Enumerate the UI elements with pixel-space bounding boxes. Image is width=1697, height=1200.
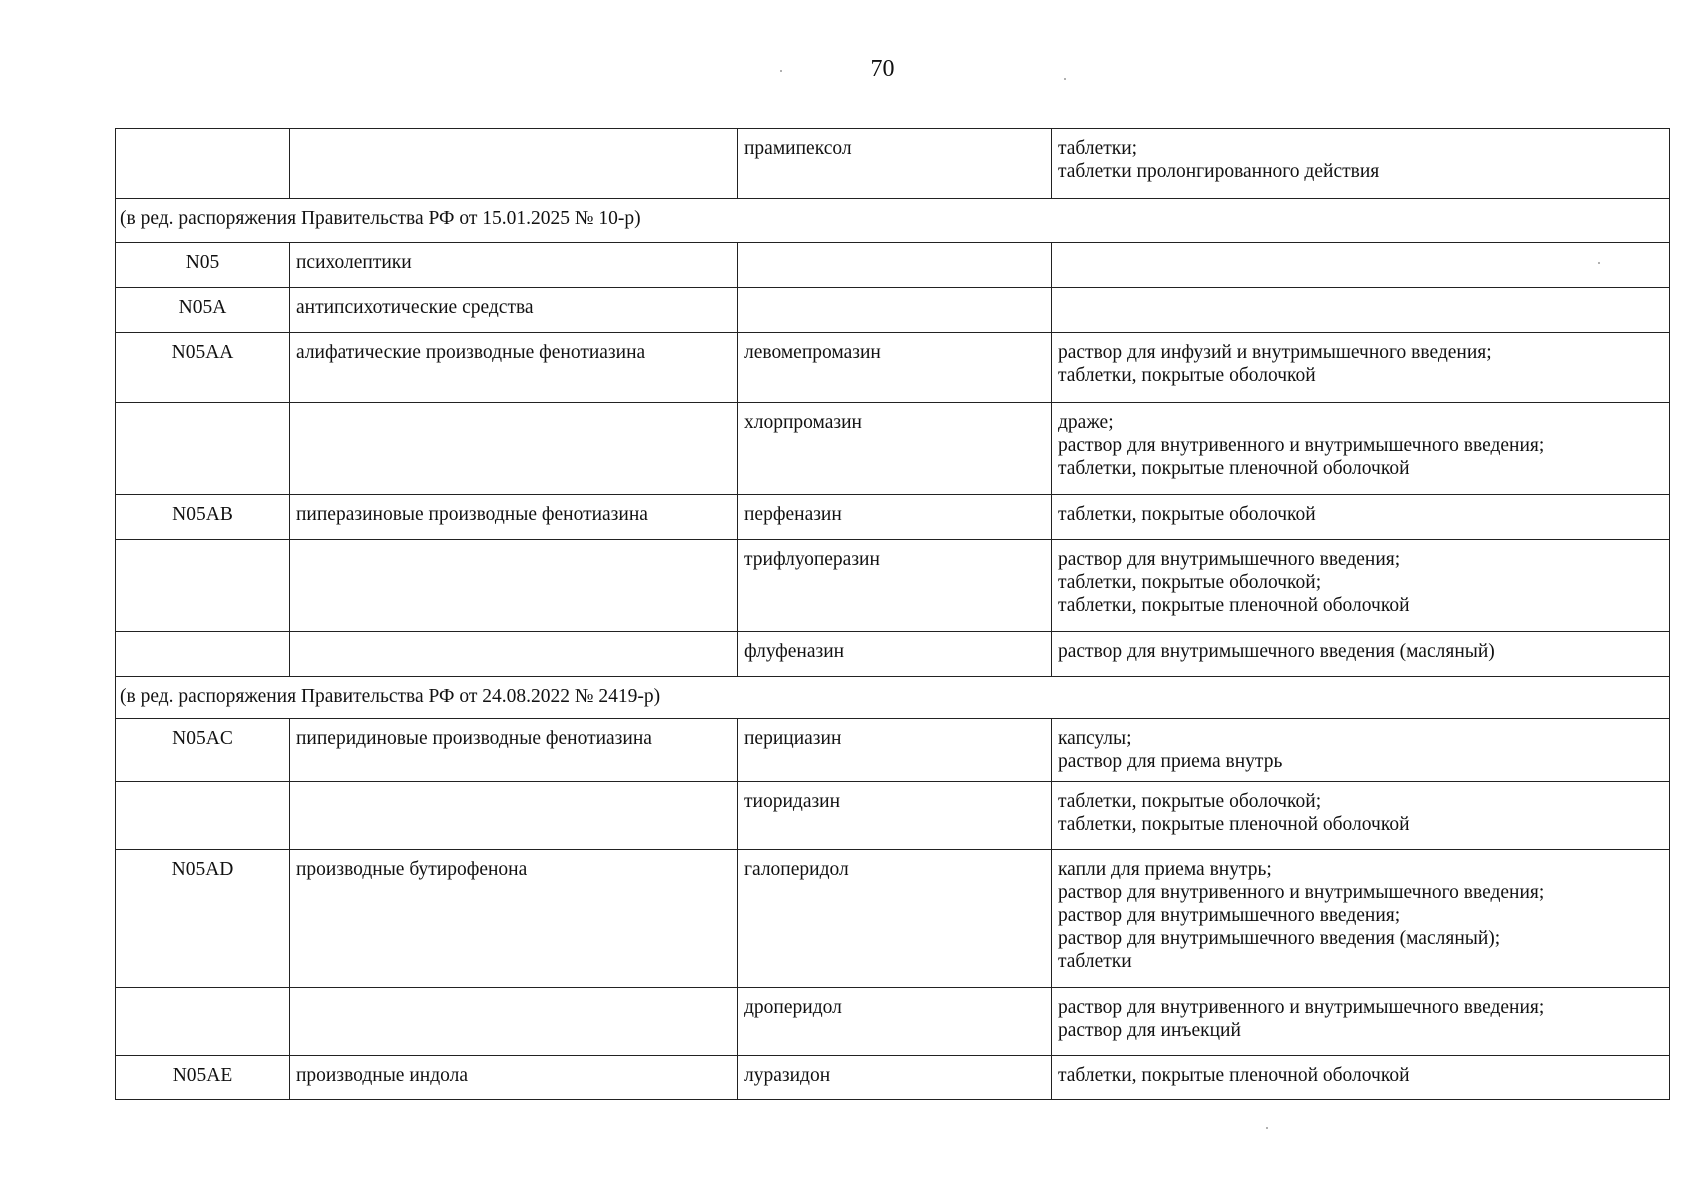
drug-name-cell: перициазин <box>738 719 1052 782</box>
table-row <box>116 243 1670 288</box>
drug-name-cell: левомепромазин <box>738 333 1052 403</box>
table-row <box>116 129 1670 199</box>
dosage-form-line: раствор для инфузий и внутримышечного введения; <box>1058 342 1492 363</box>
dosage-form-line: раствор для внутримышечного введения (масляный) <box>1058 641 1495 662</box>
drug-name-cell <box>738 288 1052 333</box>
atc-code-cell: N05AE <box>116 1056 290 1100</box>
group-name-cell <box>290 403 738 495</box>
dosage-form-line: таблетки, покрытые оболочкой <box>1058 365 1316 386</box>
atc-code-cell <box>116 988 290 1056</box>
group-name-cell <box>290 129 738 199</box>
scan-speck <box>1266 1127 1268 1129</box>
dosage-forms-cell <box>1052 243 1670 288</box>
scan-speck <box>1598 262 1600 264</box>
drug-name-cell: перфеназин <box>738 495 1052 540</box>
amendment-note-row <box>116 199 1670 243</box>
atc-code-cell <box>116 540 290 632</box>
dosage-forms-cell <box>1052 129 1670 199</box>
dosage-form-line: таблетки, покрытые пленочной оболочкой <box>1058 458 1410 479</box>
dosage-form-line: таблетки <box>1058 951 1132 972</box>
dosage-form-line: раствор для внутривенного и внутримышечного введения; <box>1058 882 1545 903</box>
dosage-form-line: капли для приема внутрь; <box>1058 859 1272 880</box>
dosage-forms-cell <box>1052 540 1670 632</box>
group-name-cell: антипсихотические средства <box>290 288 738 333</box>
drug-name-cell: галоперидол <box>738 850 1052 988</box>
table-row <box>116 719 1670 782</box>
group-name-cell: алифатические производные фенотиазина <box>290 333 738 403</box>
drug-table <box>115 128 1670 1100</box>
table-row <box>116 540 1670 632</box>
dosage-form-line: таблетки, покрытые пленочной оболочкой <box>1058 1065 1410 1086</box>
dosage-forms-cell <box>1052 719 1670 782</box>
drug-name-cell: луразидон <box>738 1056 1052 1100</box>
table-row <box>116 1056 1670 1100</box>
dosage-form-line: таблетки, покрытые пленочной оболочкой <box>1058 595 1410 616</box>
scan-speck <box>1064 78 1066 80</box>
amendment-note: (в ред. распоряжения Правительства РФ от 15.01.2025 № 10-р) <box>116 199 1670 243</box>
atc-code-cell: N05AA <box>116 333 290 403</box>
dosage-form-line: таблетки, покрытые оболочкой <box>1058 504 1316 525</box>
atc-code-cell <box>116 129 290 199</box>
dosage-form-line: таблетки; <box>1058 138 1138 159</box>
drug-name-cell: тиоридазин <box>738 782 1052 850</box>
atc-code-cell: N05AB <box>116 495 290 540</box>
dosage-form-line: раствор для приема внутрь <box>1058 751 1283 772</box>
table-row <box>116 632 1670 677</box>
dosage-form-line: раствор для внутривенного и внутримышечного введения; <box>1058 435 1545 456</box>
scan-speck <box>780 70 782 72</box>
drug-name-cell: дроперидол <box>738 988 1052 1056</box>
dosage-form-line: раствор для внутримышечного введения; <box>1058 549 1401 570</box>
page-number: 70 <box>870 56 895 82</box>
group-name-cell: производные индола <box>290 1056 738 1100</box>
drug-name-cell <box>738 243 1052 288</box>
table-row <box>116 288 1670 333</box>
group-name-cell: пиперазиновые производные фенотиазина <box>290 495 738 540</box>
group-name-cell: психолептики <box>290 243 738 288</box>
atc-code-cell <box>116 632 290 677</box>
drug-name-cell: прамипексол <box>738 129 1052 199</box>
table-row <box>116 782 1670 850</box>
dosage-forms-cell <box>1052 850 1670 988</box>
amendment-note-row <box>116 677 1670 719</box>
dosage-forms-cell <box>1052 403 1670 495</box>
group-name-cell <box>290 632 738 677</box>
atc-code-cell: N05AC <box>116 719 290 782</box>
dosage-form-line: раствор для внутривенного и внутримышечного введения; <box>1058 997 1545 1018</box>
atc-code-cell <box>116 403 290 495</box>
dosage-forms-cell <box>1052 495 1670 540</box>
dosage-form-line: драже; <box>1058 412 1114 433</box>
drug-name-cell: флуфеназин <box>738 632 1052 677</box>
dosage-form-line: раствор для инъекций <box>1058 1020 1241 1041</box>
group-name-cell: производные бутирофенона <box>290 850 738 988</box>
dosage-forms-cell <box>1052 988 1670 1056</box>
dosage-forms-cell <box>1052 288 1670 333</box>
dosage-form-line: таблетки, покрытые оболочкой; <box>1058 791 1322 812</box>
dosage-forms-cell <box>1052 632 1670 677</box>
table-row <box>116 333 1670 403</box>
atc-code-cell: N05AD <box>116 850 290 988</box>
atc-code-cell <box>116 782 290 850</box>
table-row <box>116 403 1670 495</box>
dosage-form-line: таблетки, покрытые пленочной оболочкой <box>1058 814 1410 835</box>
atc-code-cell: N05 <box>116 243 290 288</box>
dosage-form-line: таблетки пролонгированного действия <box>1058 161 1380 182</box>
dosage-forms-cell <box>1052 782 1670 850</box>
table-row <box>116 988 1670 1056</box>
group-name-cell: пиперидиновые производные фенотиазина <box>290 719 738 782</box>
drug-name-cell: хлорпромазин <box>738 403 1052 495</box>
dosage-forms-cell <box>1052 333 1670 403</box>
dosage-form-line: раствор для внутримышечного введения (масляный); <box>1058 928 1501 949</box>
dosage-form-line: таблетки, покрытые оболочкой; <box>1058 572 1322 593</box>
drug-name-cell: трифлуоперазин <box>738 540 1052 632</box>
table-row <box>116 850 1670 988</box>
table-row <box>116 495 1670 540</box>
dosage-forms-cell <box>1052 1056 1670 1100</box>
dosage-form-line: раствор для внутримышечного введения; <box>1058 905 1401 926</box>
atc-code-cell: N05A <box>116 288 290 333</box>
group-name-cell <box>290 540 738 632</box>
group-name-cell <box>290 988 738 1056</box>
drug-table-body <box>116 129 1670 1100</box>
amendment-note: (в ред. распоряжения Правительства РФ от 24.08.2022 № 2419-р) <box>116 677 1670 719</box>
dosage-form-line: капсулы; <box>1058 728 1132 749</box>
group-name-cell <box>290 782 738 850</box>
